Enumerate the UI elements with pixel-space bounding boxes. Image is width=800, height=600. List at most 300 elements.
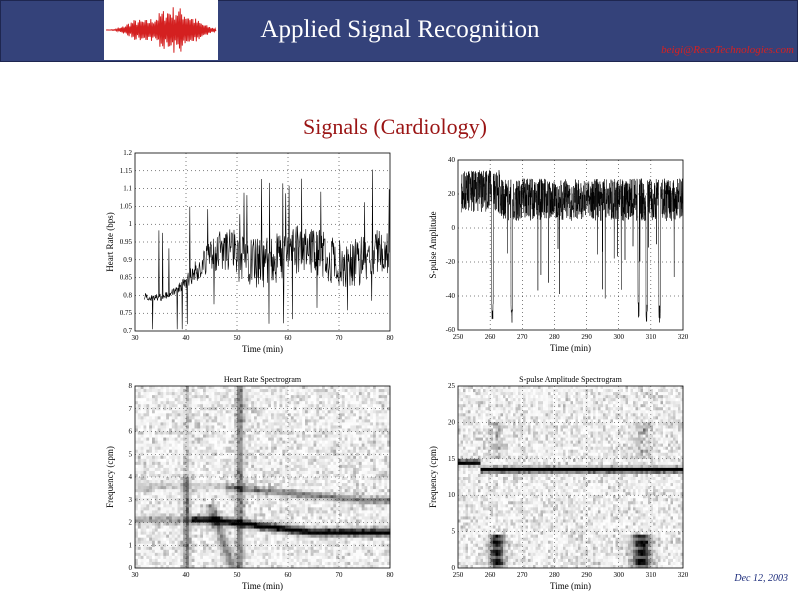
spectrogram-cell — [146, 395, 149, 398]
spectrogram-cell — [325, 410, 328, 413]
spectrogram-cell — [240, 453, 243, 456]
spectrogram-cell — [135, 392, 138, 395]
spectrogram-cell — [180, 447, 183, 450]
spectrogram-cell — [203, 489, 206, 492]
spectrogram-cell — [166, 538, 169, 541]
spectrogram-cell — [348, 504, 351, 507]
spectrogram-cell — [277, 419, 280, 422]
spectrogram-cell — [288, 398, 291, 401]
spectrogram-cell — [353, 547, 356, 550]
spectrogram-cell — [350, 513, 353, 516]
spectrogram-cell — [339, 480, 342, 483]
spectrogram-cell — [333, 435, 336, 438]
spectrogram-cell — [152, 395, 155, 398]
spectrogram-cell — [319, 553, 322, 556]
spectrogram-cell — [322, 513, 325, 516]
spectrogram-cell — [146, 489, 149, 492]
spectrogram-cell — [240, 519, 243, 522]
spectrogram-cell — [339, 535, 342, 538]
spectrogram-cell — [350, 526, 353, 529]
spectrogram-cell — [339, 553, 342, 556]
spectrogram-cell — [206, 559, 209, 562]
spectrogram-cell — [260, 486, 263, 489]
spectrogram-cell — [268, 389, 271, 392]
spectrogram-cell — [271, 480, 274, 483]
spectrogram-cell — [226, 441, 229, 444]
spectrogram-cell — [237, 477, 240, 480]
spectrogram-cell — [348, 404, 351, 407]
spectrogram-cell — [333, 462, 336, 465]
spectrogram-cell — [203, 513, 206, 516]
spectrogram-cell — [308, 410, 311, 413]
spectrogram-cell — [280, 392, 283, 395]
spectrogram-cell — [237, 441, 240, 444]
spectrogram-cell — [229, 550, 232, 553]
spectrogram-cell — [257, 456, 260, 459]
spectrogram-cell — [282, 432, 285, 435]
spectrogram-cell — [291, 462, 294, 465]
spectrogram-cell — [359, 404, 362, 407]
spectrogram-cell — [251, 483, 254, 486]
spectrogram-cell — [345, 441, 348, 444]
spectrogram-cell — [178, 495, 181, 498]
spectrogram-cell — [356, 556, 359, 559]
spectrogram-cell — [186, 532, 189, 535]
spectrogram-cell — [328, 513, 331, 516]
spectrogram-cell — [251, 550, 254, 553]
spectrogram-cell — [248, 447, 251, 450]
spectrogram-cell — [362, 562, 365, 565]
spectrogram-cell — [263, 471, 266, 474]
spectrogram-cell — [359, 541, 362, 544]
spectrogram-cell — [214, 432, 217, 435]
spectrogram-cell — [163, 532, 166, 535]
spectrogram-cell — [353, 489, 356, 492]
spectrogram-cell — [223, 447, 226, 450]
spectrogram-cell — [197, 435, 200, 438]
spectrogram-cell — [308, 422, 311, 425]
spectrogram-cell — [294, 504, 297, 507]
spectrogram-cell — [319, 535, 322, 538]
spectrogram-cell — [200, 486, 203, 489]
spectrogram-cell — [322, 501, 325, 504]
spectrogram-cell — [166, 468, 169, 471]
spectrogram-cell — [203, 386, 206, 389]
spectrogram-cell — [161, 495, 164, 498]
spectrogram-cell — [277, 413, 280, 416]
spectrogram-cell — [217, 398, 220, 401]
spectrogram-cell — [339, 504, 342, 507]
spectrogram-cell — [282, 516, 285, 519]
spectrogram-cell — [186, 507, 189, 510]
spectrogram-cell — [229, 510, 232, 513]
spectrogram-cell — [172, 562, 175, 565]
spectrogram-cell — [243, 523, 246, 526]
spectrogram-cell — [316, 553, 319, 556]
spectrogram-cell — [200, 386, 203, 389]
spectrogram-cell — [166, 526, 169, 529]
spectrogram-cell — [135, 532, 138, 535]
spectrogram-cell — [209, 556, 212, 559]
spectrogram-cell — [237, 480, 240, 483]
spectrogram-cell — [212, 471, 215, 474]
spectrogram-cell — [237, 468, 240, 471]
spectrogram-cell — [328, 392, 331, 395]
spectrogram-cell — [166, 447, 169, 450]
spectrogram-cell — [305, 513, 308, 516]
spectrogram-cell — [183, 447, 186, 450]
spectrogram-cell — [226, 462, 229, 465]
spectrogram-cell — [333, 513, 336, 516]
spectrogram-cell — [322, 553, 325, 556]
spectrogram-cell — [299, 404, 302, 407]
spectrogram-cell — [302, 432, 305, 435]
spectrogram-cell — [353, 398, 356, 401]
spectrogram-cell — [305, 510, 308, 513]
spectrogram-cell — [203, 389, 206, 392]
spectrogram-cell — [288, 410, 291, 413]
spectrogram-cell — [359, 389, 362, 392]
spectrogram-cell — [314, 559, 317, 562]
spectrogram-cell — [325, 516, 328, 519]
spectrogram-cell — [299, 456, 302, 459]
spectrogram-cell — [144, 559, 147, 562]
spectrogram-cell — [192, 474, 195, 477]
spectrogram-cell — [331, 541, 334, 544]
spectrogram-cell — [291, 523, 294, 526]
spectrogram-cell — [333, 459, 336, 462]
spectrogram-cell — [331, 419, 334, 422]
spectrogram-cell — [257, 504, 260, 507]
spectrogram-cell — [135, 486, 138, 489]
spectrogram-cell — [265, 465, 268, 468]
spectrogram-cell — [353, 526, 356, 529]
spectrogram-cell — [319, 547, 322, 550]
spectrogram-cell — [155, 507, 158, 510]
spectrogram-cell — [342, 553, 345, 556]
spectrogram-cell — [195, 562, 198, 565]
spectrogram-cell — [223, 410, 226, 413]
spectrogram-cell — [152, 535, 155, 538]
spectrogram-cell — [260, 483, 263, 486]
spectrogram-cell — [248, 516, 251, 519]
spectrogram-cell — [163, 419, 166, 422]
spectrogram-cell — [209, 480, 212, 483]
spectrogram-cell — [294, 526, 297, 529]
spectrogram-cell — [180, 492, 183, 495]
spectrogram-cell — [271, 501, 274, 504]
spectrogram-cell — [359, 419, 362, 422]
spectrogram-cell — [263, 462, 266, 465]
spectrogram-cell — [246, 550, 249, 553]
spectrogram-cell — [345, 562, 348, 565]
spectrogram-cell — [319, 422, 322, 425]
spectrogram-cell — [257, 389, 260, 392]
spectrogram-cell — [226, 456, 229, 459]
spectrogram-cell — [302, 483, 305, 486]
spectrogram-cell — [328, 444, 331, 447]
spectrogram-cell — [200, 407, 203, 410]
spectrogram-cell — [288, 477, 291, 480]
spectrogram-cell — [277, 510, 280, 513]
spectrogram-cell — [237, 541, 240, 544]
spectrogram-cell — [265, 541, 268, 544]
spectrogram-cell — [231, 507, 234, 510]
spectrogram-cell — [359, 550, 362, 553]
spectrogram-cell — [175, 404, 178, 407]
spectrogram-cell — [146, 410, 149, 413]
spectrogram-cell — [297, 483, 300, 486]
spectrogram-cell — [203, 516, 206, 519]
spectrogram-cell — [299, 559, 302, 562]
spectrogram-cell — [152, 444, 155, 447]
spectrogram-cell — [251, 413, 254, 416]
spectrogram-cell — [359, 516, 362, 519]
spectrogram-cell — [291, 526, 294, 529]
spectrogram-cell — [331, 489, 334, 492]
spectrogram-cell — [362, 556, 365, 559]
spectrogram-cell — [144, 483, 147, 486]
spectrogram-cell — [146, 553, 149, 556]
spectrogram-cell — [288, 562, 291, 565]
spectrogram-cell — [246, 477, 249, 480]
spectrogram-cell — [280, 516, 283, 519]
spectrogram-cell — [155, 459, 158, 462]
spectrogram-cell — [180, 413, 183, 416]
spectrogram-cell — [217, 523, 220, 526]
spectrogram-cell — [146, 507, 149, 510]
spectrogram-cell — [206, 562, 209, 565]
spectrogram-cell — [291, 422, 294, 425]
spectrogram-cell — [246, 392, 249, 395]
spectrogram-cell — [220, 453, 223, 456]
spectrogram-cell — [339, 398, 342, 401]
spectrogram-cell — [135, 553, 138, 556]
spectrogram-cell — [319, 471, 322, 474]
spectrogram-cell — [237, 513, 240, 516]
spectrogram-cell — [263, 453, 266, 456]
spectrogram-cell — [265, 516, 268, 519]
spectrogram-cell — [348, 559, 351, 562]
spectrogram-cell — [209, 495, 212, 498]
spectrogram-cell — [316, 416, 319, 419]
spectrogram-cell — [263, 550, 266, 553]
spectrogram-cell — [158, 410, 161, 413]
spectrogram-cell — [163, 513, 166, 516]
spectrogram-cell — [294, 523, 297, 526]
spectrogram-cell — [178, 507, 181, 510]
spectrogram-cell — [180, 395, 183, 398]
spectrogram-cell — [214, 459, 217, 462]
spectrogram-cell — [260, 432, 263, 435]
spectrogram-cell — [254, 559, 257, 562]
spectrogram-cell — [195, 447, 198, 450]
spectrogram-cell — [325, 532, 328, 535]
spectrogram-cell — [166, 435, 169, 438]
spectrogram-cell — [322, 535, 325, 538]
spectrogram-cell — [291, 401, 294, 404]
spectrogram-cell — [328, 468, 331, 471]
spectrogram-cell — [237, 413, 240, 416]
spectrogram-cell — [141, 513, 144, 516]
spectrogram-cell — [200, 526, 203, 529]
spectrogram-cell — [353, 456, 356, 459]
spectrogram-cell — [299, 480, 302, 483]
spectrogram-cell — [365, 501, 368, 504]
spectrogram-cell — [220, 401, 223, 404]
spectrogram-cell — [135, 550, 138, 553]
spectrogram-cell — [206, 432, 209, 435]
spectrogram-cell — [186, 465, 189, 468]
spectrogram-cell — [172, 486, 175, 489]
spectrogram-cell — [217, 468, 220, 471]
spectrogram-cell — [223, 553, 226, 556]
heart-rate-chart — [105, 145, 395, 360]
spectrogram-cell — [257, 483, 260, 486]
spectrogram-cell — [197, 453, 200, 456]
spectrogram-cell — [280, 398, 283, 401]
spectrogram-cell — [260, 404, 263, 407]
spectrogram-cell — [356, 547, 359, 550]
spectrogram-cell — [231, 398, 234, 401]
spectrogram-cell — [302, 553, 305, 556]
spectrogram-cell — [268, 453, 271, 456]
spectrogram-cell — [333, 477, 336, 480]
spectrogram-cell — [322, 444, 325, 447]
spectrogram-cell — [328, 456, 331, 459]
spectrogram-cell — [348, 550, 351, 553]
spectrogram-cell — [175, 559, 178, 562]
spectrogram-cell — [305, 529, 308, 532]
spectrogram-cell — [161, 489, 164, 492]
spectrogram-cell — [348, 513, 351, 516]
spectrogram-cell — [263, 559, 266, 562]
spectrogram-cell — [158, 456, 161, 459]
y-tick-label: 1.15 — [119, 166, 132, 175]
spectrogram-cell — [365, 516, 368, 519]
spectrogram-cell — [311, 413, 314, 416]
spectrogram-cell — [280, 541, 283, 544]
spectrogram-cell — [163, 459, 166, 462]
spectrogram-cell — [172, 489, 175, 492]
spectrogram-cell — [353, 513, 356, 516]
spectrogram-cell — [257, 410, 260, 413]
spectrogram-cell — [206, 395, 209, 398]
spectrogram-cell — [246, 559, 249, 562]
spectrogram-cell — [195, 535, 198, 538]
spectrogram-cell — [163, 395, 166, 398]
spectrogram-cell — [200, 401, 203, 404]
spectrogram-cell — [169, 413, 172, 416]
spectrogram-cell — [311, 535, 314, 538]
spectrogram-cell — [180, 459, 183, 462]
header-email[interactable]: beigi@RecoTechnologies.com — [661, 44, 794, 56]
spectrogram-cell — [339, 419, 342, 422]
spectrogram-cell — [234, 523, 237, 526]
spectrogram-cell — [246, 459, 249, 462]
spectrogram-cell — [180, 422, 183, 425]
spectrogram-cell — [339, 386, 342, 389]
spectrogram-cell — [135, 504, 138, 507]
spectrogram-cell — [291, 501, 294, 504]
spectrogram-cell — [144, 547, 147, 550]
spectrogram-cell — [240, 523, 243, 526]
spectrogram-cell — [342, 386, 345, 389]
spectrogram-cell — [257, 538, 260, 541]
spectrogram-cell — [268, 519, 271, 522]
y-tick-label: 20 — [448, 190, 455, 198]
spectrogram-cell — [348, 492, 351, 495]
spectrogram-cell — [163, 416, 166, 419]
spectrogram-cell — [169, 395, 172, 398]
spectrogram-cell — [342, 538, 345, 541]
spectrogram-cell — [265, 474, 268, 477]
spectrogram-cell — [265, 492, 268, 495]
spectrogram-cell — [186, 562, 189, 565]
spectrogram-cell — [331, 498, 334, 501]
spectrogram-cell — [288, 474, 291, 477]
spectrogram-cell — [291, 389, 294, 392]
spectrogram-cell — [362, 477, 365, 480]
spectrogram-cell — [166, 483, 169, 486]
spectrogram-cell — [195, 492, 198, 495]
spectrogram-cell — [314, 504, 317, 507]
spectrogram-cell — [226, 492, 229, 495]
spectrogram-cell — [189, 562, 192, 565]
spectrogram-cell — [243, 441, 246, 444]
spectrogram-cell — [158, 468, 161, 471]
spectrogram-cell — [212, 495, 215, 498]
spectrogram-cell — [342, 510, 345, 513]
spectrogram-cell — [217, 410, 220, 413]
y-tick-label: -60 — [445, 326, 455, 334]
spectrogram-cell — [169, 404, 172, 407]
spectrogram-cell — [237, 486, 240, 489]
spectrogram-cell — [257, 398, 260, 401]
spectrogram-cell — [146, 425, 149, 428]
spectrogram-cell — [297, 404, 300, 407]
spectrogram-cell — [192, 559, 195, 562]
spectrogram-cell — [175, 456, 178, 459]
spectrogram-cells — [135, 386, 390, 568]
spectrogram-cell — [365, 462, 368, 465]
spectrogram-cell — [220, 398, 223, 401]
spectrogram-cell — [203, 501, 206, 504]
spectrogram-cell — [274, 419, 277, 422]
spectrogram-cell — [197, 422, 200, 425]
spectrogram-cell — [206, 444, 209, 447]
spectrogram-cell — [155, 501, 158, 504]
spectrogram-cell — [263, 401, 266, 404]
spectrogram-cell — [260, 422, 263, 425]
spectrogram-cell — [325, 535, 328, 538]
spectrogram-cell — [200, 468, 203, 471]
spectrogram-cell — [359, 492, 362, 495]
spectrogram-cell — [178, 559, 181, 562]
spectrogram-cell — [282, 556, 285, 559]
spectrogram-cell — [328, 407, 331, 410]
spectrogram-cell — [146, 447, 149, 450]
spectrogram-cell — [248, 398, 251, 401]
spectrogram-cell — [342, 471, 345, 474]
spectrogram-cell — [229, 529, 232, 532]
spectrogram-cell — [288, 519, 291, 522]
spectrogram-cell — [282, 450, 285, 453]
spectrogram-cell — [288, 498, 291, 501]
spectrogram-cell — [348, 416, 351, 419]
spectrogram-cell — [305, 468, 308, 471]
spectrogram-cell — [195, 468, 198, 471]
